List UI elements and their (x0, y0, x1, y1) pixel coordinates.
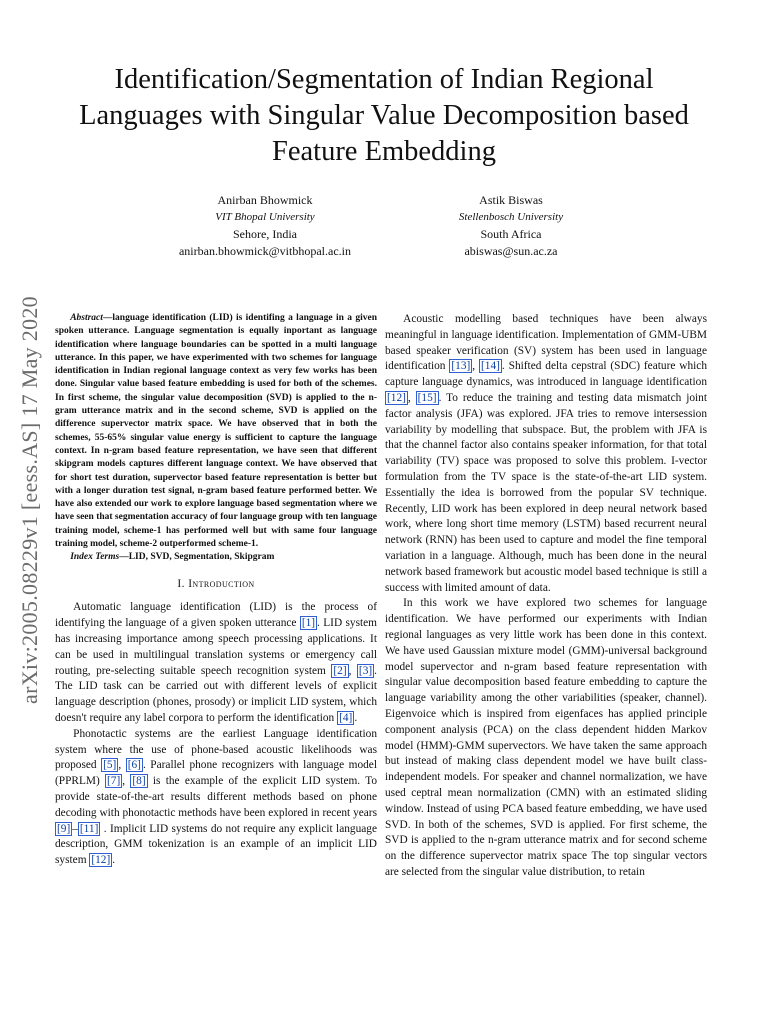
text-run: . Parallel phone recognizers with language model (PPRLM) (55, 759, 377, 788)
section-heading-introduction (55, 577, 377, 593)
text-run: – (72, 822, 78, 835)
right-paragraph-2: In this work we have explored two schemes for language identification. We have performed our experiments with Indian regional languages as very little work has been done in this context. We have used Gaussian mixture model (GMM)-universal background model supervector and n-gram based feature representation with singular value decomposition based feature embedding to capture the language variability among the other variabilities (speaker, channel). Eigenvoice which is inspired from eigenfaces has applied principle component analysis (PCA) on the class dependent hidden Markov model (HMM)-GMM supervectors. We have taken the same approach but instead of making class dependent model we have built class-independent models. For speaker and channel normalization, we have used ceptral mean normalization (CMN) with an estimated sliding window. Instead of using PCA based feature embedding, we have used SVD. In both of the schemes, SVD is applied. For first scheme, the SVD is applied to the n-gram utterance matrix and for second scheme on the difference supervector matrix space The top singular vectors are selected from the singular value distribution, to retain (385, 597, 707, 878)
text-run: . Implicit LID systems do not require any explicit language description, GMM tokenization is an example of an implicit LID system (55, 822, 377, 867)
author-affiliation: VIT Bhopal University (215, 211, 315, 223)
right-paragraph-1 (385, 312, 707, 596)
citation-link[interactable]: [7] (107, 775, 121, 788)
citation-link[interactable]: [13] (451, 360, 471, 373)
left-column (55, 312, 377, 869)
text-run: Acoustic modelling based techniques have been always meaningful in language identification. Implementation of GMM-UBM based speaker verification (SV) system has been used in language identification (385, 313, 707, 373)
intro-paragraph-2 (55, 727, 377, 869)
citation-link[interactable]: [14] (481, 360, 500, 373)
citation-link[interactable]: [3] (358, 664, 373, 677)
citation-link[interactable]: [1] (301, 617, 316, 630)
citation-link[interactable]: [11] (79, 822, 99, 835)
citation-link[interactable]: [15] (417, 391, 437, 404)
intro-paragraph-1 (55, 600, 377, 726)
citation-link[interactable]: [8] (132, 775, 146, 788)
citation-link[interactable]: [2] (333, 664, 347, 677)
author-affiliation: Stellenbosch University (458, 211, 564, 223)
right-column (385, 312, 707, 881)
citation-link[interactable]: [12] (387, 391, 406, 404)
text-run: . (354, 712, 358, 725)
text-run: , (348, 664, 357, 677)
abstract-label: Abstract (70, 313, 103, 323)
text-run: . (112, 854, 116, 867)
author-name: Anirban Bhowmick (217, 193, 313, 207)
text-run: . LID system has increasing importance among speech processing applications. It can be used in multilingual translation systems or emergency call routing, pre-selecting suitable speech recognition system (55, 617, 378, 677)
index-terms-label: Index Terms (70, 552, 120, 563)
author-block-1 (130, 192, 400, 260)
index-terms: —LID, SVD, Segmentation, Skipgram (119, 552, 275, 563)
citation-link[interactable]: [4] (339, 712, 353, 725)
author-email: anirban.bhowmick@vitbhopal.ac.in (178, 244, 351, 258)
text-run: . The LID task can be carried out with different levels of explicit language description (phones, prosody) or implicit LID system, which doesn't require any label corpora to perform the identification (55, 664, 377, 725)
citation-link[interactable]: [6] (127, 759, 141, 772)
arxiv-sidebar (10, 260, 50, 740)
text-run: . Shifted delta cepstral (SDC) feature which capture language dynamics, was introduced in language identification (385, 360, 708, 389)
paper-title: Identification/Segmentation of Indian Regional Languages with Singular Value Decomposition based Feature Embedding (79, 64, 689, 167)
text-run: , (472, 360, 480, 373)
text-run: Phonotactic systems are the earliest Language identification system where the use of phone-based acoustic likelihoods was proposed (55, 727, 377, 772)
citation-link[interactable]: [9] (57, 822, 71, 835)
text-run: , (407, 391, 416, 404)
section-number: I. (177, 577, 185, 590)
author-location: Sehore, India (233, 227, 297, 241)
arxiv-identifier: arXiv:2005.08229v1 [eess.AS] 17 May 2020 (17, 296, 42, 704)
text-run: Automatic language identification (LID) is the process of identifying the language of a given spoken utterance (55, 601, 377, 630)
text-run: is the example of the explicit LID system. To provide state-of-the-art results different methods based on phone decoding with phonotactic methods have been explored in recent years (55, 775, 378, 819)
section-title: Introduction (188, 577, 255, 590)
text-run: . To reduce the training and testing data mismatch joint factor analysis (JFA) was explored. JFA tries to remove intersession variability by modelling that subspace. But, the problem with JFA is that the channel factor also contains speaker information, for that total variability (TV) space was proposed to solve this problem. I-vector formulation from the TV space is the state-of-the-art LID system. Essentially the idea is borrowed from the popular SV technique. Recently, LID work has been explored in deep neural network based work, where long short time memory (LSTM) based recurrent neural network (RNN) has been used to capture and model the fine temporal variation in a language. Although, much has been done in the neural network based framework but acoustic model based technique is still a success with limited amount of data. (385, 391, 707, 594)
text-run: , (122, 775, 131, 788)
citation-link[interactable]: [12] (91, 854, 111, 867)
abstract (55, 312, 377, 565)
author-email: abiswas@sun.ac.za (464, 244, 558, 258)
author-block-2 (376, 192, 646, 260)
citation-link[interactable]: [5] (103, 759, 117, 772)
author-name: Astik Biswas (479, 193, 543, 207)
text-run: , (118, 759, 126, 772)
abstract-text: —language identification (LID) is identifing a language in a given spoken utterance. Language segmentation is equally inportant as language identification where language boundaries can be spotted in a multi language utterance. In this paper, we have experimented with two schemes for language identification in Indian regional language context as very few works has been done. Singular value based feature embedding is used for both of the schemes. In first scheme, the singular value decomposition (SVD) is applied to the n-gram utterance matrix and in the second scheme, SVD is applied on the difference supervector matrix space. We have observed that in both the schemes, 55-65% singular value energy is sufficient to capture the language context. In n-gram based feature representation, we have seen that different skipgram models captures different language context. We have observed that for short test duration, supervector based feature representation is better but with a longer duration test signal, n-gram based feature performed better. We have also extended our work to explore language based segmentation where we have seen that segmentation accuracy of four language group with ten language training model, scheme-1 has performed well but with same four language training model, scheme-2 outperformed scheme-1. (55, 313, 377, 550)
author-location: South Africa (480, 227, 542, 241)
